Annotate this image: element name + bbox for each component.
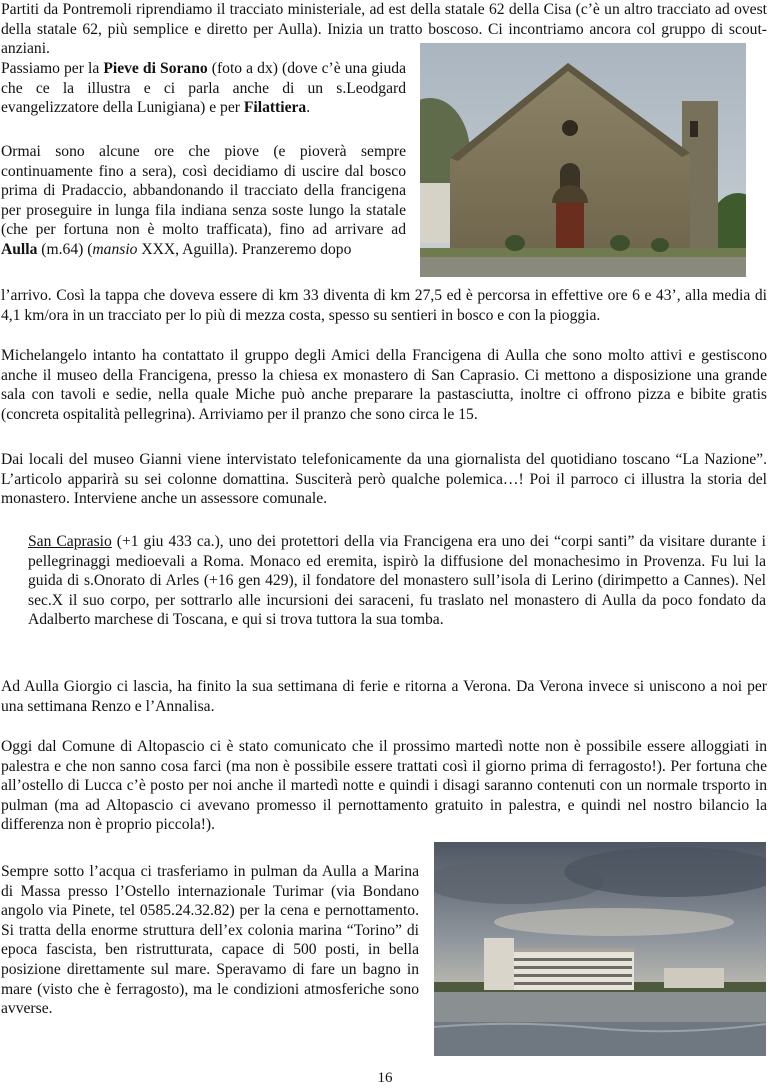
paragraph-san-caprasio [28, 532, 766, 630]
paragraph-altopascio [1, 737, 767, 835]
aulla-bold: Aulla [1, 240, 38, 258]
church-photo-svg [420, 43, 746, 277]
paragraph-pieve-text-a: Passiamo per la [1, 60, 104, 77]
filattiera-bold: Filattiera [243, 99, 307, 117]
paragraph-pieve-text-c: . [306, 99, 311, 117]
paragraph-pieve-text-b: (foto a dx) (dove c’è una giuda che ce la illustra e ci parla anche di un s.Leodgard evangelizzatore della Lunigiana) e per [1, 60, 406, 117]
page-number: 16 [377, 1070, 393, 1086]
mansio-italic: mansio [92, 240, 138, 258]
paragraph-rain [1, 142, 406, 260]
paragraph-giorgio-text: Ad Aulla Giorgio ci lascia, ha finito la sua settimana di ferie e ritorna a Verona. Da Verona invece si uniscono a noi per una settimana Renzo e l’Annalisa. [1, 678, 767, 715]
paragraph-san-caprasio-text: (+1 giu 433 ca.), uno dei protettori della via Francigena era uno dei “corpi santi” da visitare durante i pellegrinaggi medioevali a Roma. Monaco ed eremita, ispirò la diffusione del monachesimo in Provenza. Fu lui la guida di s.Onorato di Arles (+16 gen 429), il fondatore del monastero sull’isola di Lerino (dirimpetto a Cannes). Nel sec.X il suo corpo, per sottrarlo alle incursioni dei saraceni, fu traslato nel monastero di Aulla da poco fondato da Adalberto marchese di Toscana, e qui si trova tuttora la sua tomba. [28, 533, 766, 629]
paragraph-rain-text-a: Ormai sono alcune ore che piove (e pioverà sempre continuamente fino a sera), così decidiamo di uscire dal bosco prima di Pradaccio, abbandonando il tracciato della francigena per proseguire in lunga fila indiana senza soste lungo la statale (che per fortuna non è molto trafficata), fino ad arrivare ad [1, 143, 406, 239]
paragraph-pieve [1, 59, 406, 118]
church-photo [420, 43, 746, 277]
pieve-di-sorano-bold: Pieve di Sorano [103, 60, 208, 77]
paragraph-marina-di-massa-text: Sempre sotto l’acqua ci trasferiamo in pulman da Aulla a Marina di Massa presso l’Ostello internazionale Turimar (via Bondano angolo via Pinete, tel 0585.24.32.82) per la cena e pernottamento. Si tratta della enorme struttura dell’ex colonia marina “Torino” di epoca fascista, ben ristrutturata, capace di 500 posti, in bella posizione direttamente sul mare. Speravamo di fare un bagno in mare (visto che è ferragosto), ma le condizioni atmosferiche sono avverse. [1, 863, 419, 1018]
san-caprasio-link[interactable]: San Caprasio [28, 533, 112, 550]
paragraph-rain-continued [1, 286, 767, 325]
paragraph-rain-text-b: (m.64) ( [37, 240, 93, 258]
paragraph-michelangelo-text: Michelangelo intanto ha contattato il gruppo degli Amici della Francigena di Aulla che sono molto attivi e gestiscono anche il museo della Francigena, presso la chiesa ex monastero di San Caprasio. Ci mettono a disposizione una grande sala con tavoli e sedie, nella quale Miche può anche preparare la pastasciutta, inoltre ci offrono pizza e bibite gratis (concreta ospitalità pellegrina). Arriviamo per il pranzo che sono circa le 15. [1, 347, 767, 423]
seaside-building-photo [434, 842, 766, 1056]
paragraph-altopascio-text: Oggi dal Comune di Altopascio ci è stato comunicato che il prossimo martedì notte non è possibile essere alloggiati in palestra e che non sanno cosa farci (ma non è possibile essere trattati così il giorno prima di ferragosto!). Per fortuna che all’ostello di Lucca c’è posto per noi anche il martedì notte e quindi i disagi saranno contenuti con un normale trsporto in pulman (ma ad Altopascio ci avevano promesso il pernottamento gratuito in palestra, e quindi nel nostro bilancio la differenza non è proprio piccola!). [1, 738, 767, 834]
paragraph-interview [1, 450, 767, 509]
paragraph-giorgio [1, 677, 767, 716]
seaside-photo-svg [434, 842, 766, 1056]
paragraph-marina-di-massa [1, 862, 419, 1019]
paragraph-michelangelo [1, 346, 767, 424]
paragraph-interview-text: Dai locali del museo Gianni viene intervistato telefonicamente da una giornalista del quotidiano toscano “La Nazione”. L’articolo apparirà su sei colonne domattina. Susciterà però qualche polemica…! Poi il parroco ci illustra la storia del monastero. Interviene anche un assessore comunale. [1, 451, 767, 508]
paragraph-rain-continued-text: l’arrivo. Così la tappa che doveva essere di km 33 diventa di km 27,5 ed è percorsa in effettive ore 6 e 43’, alla media di 4,1 km/ora in un tracciato per lo più di mezza costa, spesso su sentieri in bosco e con la pioggia. [1, 287, 767, 324]
paragraph-rain-text-c: XXX, Aguilla). Pranzeremo dopo [137, 240, 352, 258]
paragraph-intro-text: Partiti da Pontremoli riprendiamo il tracciato ministeriale, ad est della statale 62 della Cisa (c’è un altro tracciato ad ovest della statale 62, più semplice e diretto per Aulla). Inizia un tratto boscoso. Ci incontriamo ancora col gruppo di scout-anziani. [1, 1, 767, 58]
